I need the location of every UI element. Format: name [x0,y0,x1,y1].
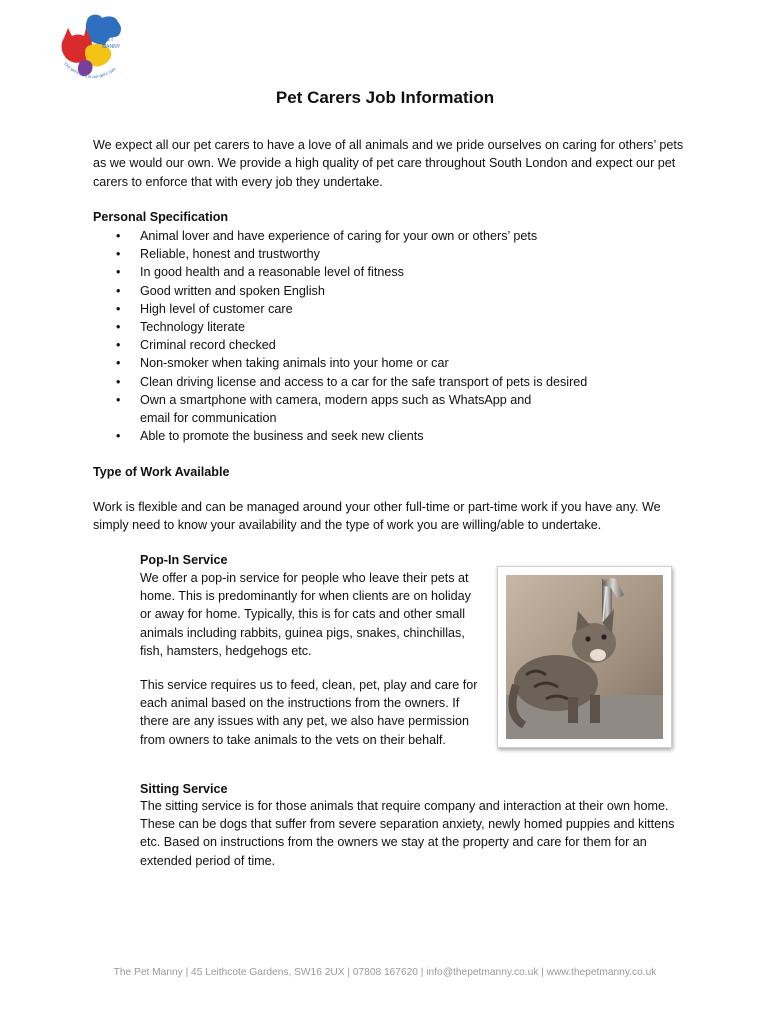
cat-muzzle [590,649,606,661]
cat-eye-right [601,634,606,639]
cat-body [514,655,598,711]
list-item-text: Non-smoker when taking animals into your home or car [140,356,449,371]
list-item [93,263,693,281]
bullet-icon: • [116,229,121,243]
cat-eye-left [585,636,590,641]
logo-name-line1: THE [102,30,113,36]
list-item-text: Reliable, honest and trustworthy [140,247,320,262]
bullet-icon: • [116,392,121,407]
personal-spec-list [93,227,693,445]
list-item [93,318,693,336]
bullet-icon: • [116,429,121,444]
pop-in-paragraph-2: This service requires us to feed, clean, pet, play and care for each animal based on the instructions from the owners. If there are any issues with any pet, we also have permission from owners to take animals to the vets on their behalf. [140,678,478,747]
bullet-icon: • [116,283,121,298]
list-item-text: Own a smartphone with camera, modern apps such as WhatsApp and email for communication [140,392,532,426]
list-item-text: Clean driving license and access to a car for the safe transport of pets is desired [140,374,588,389]
intro-paragraph: We expect all our pet carers to have a love of all animals and we pride ourselves on caring for others’ pets as we would our own. We provide a high quality of pet care throughout South London and expect our pet carers to enforce that with every job they undertake. [93,138,684,189]
bullet-icon: • [116,338,121,353]
list-item [93,300,693,318]
bullet-icon: • [116,265,121,280]
cat-leg [590,695,600,723]
list-item [93,245,693,263]
sitting-heading: Sitting Service [140,782,228,796]
pet-manny-logo [58,12,138,84]
bullet-icon: • [116,356,121,371]
list-item [93,282,693,300]
list-item [93,227,693,245]
list-item-text: Criminal record checked [140,338,276,353]
sitting-paragraph: The sitting service is for those animals that require company and interaction at their own home. These can be dogs that suffer from severe separation anxiety, newly homed puppies and kittens etc. Based on instructions from the owners we stay at the property and care for them for an extended period of time. [140,799,675,868]
list-item-text: Able to promote the business and seek new clients [140,429,424,444]
pop-in-heading: Pop-In Service [140,553,228,567]
logo-name-line3: MANNY [102,44,121,50]
personal-spec-heading: Personal Specification [93,210,229,224]
work-paragraph: Work is flexible and can be managed around your other full-time or part-time work if you have any. We simply need to know your availability and the type of work you are willing/able to undertake. [93,500,661,533]
list-item-text: Technology literate [140,320,246,335]
list-item-text: Animal lover and have experience of caring for your own or others’ pets [140,229,538,243]
list-item [93,354,693,372]
bullet-icon: • [116,247,121,262]
list-item-text: Good written and spoken English [140,283,325,298]
cat-drinking-photo [506,575,663,739]
page-title: Pet Carers Job Information [275,88,495,107]
bullet-icon: • [116,320,121,335]
list-item [93,336,693,354]
pop-in-paragraph-1: We offer a pop-in service for people who leave their pets at home. This is predominantly for when clients are on holiday or away for home. Typically, this is for cats and other small animals including rabbits, guinea pigs, snakes, chinchillas, fish, hamsters, hedgehogs etc. [140,571,471,658]
bullet-icon: • [116,301,121,316]
bullet-icon: • [116,374,121,389]
cat-leg [568,697,578,723]
list-item [93,373,693,391]
logo-name-line2: PET [103,37,114,43]
logo-tagline-path: Our pet's care is our pet's care [63,61,117,80]
list-item-text: High level of customer care [140,301,293,316]
list-item-text: In good health and a reasonable level of fitness [140,265,404,280]
cat-photo-frame [497,566,672,748]
list-item [93,391,693,427]
page-footer: The Pet Manny | 45 Leithcote Gardens, SW16 2UX | 07808 167620 | info@thepetmanny.co.uk | www.thepetmanny.co.uk [113,967,657,978]
work-heading: Type of Work Available [93,465,230,479]
list-item [93,427,693,445]
